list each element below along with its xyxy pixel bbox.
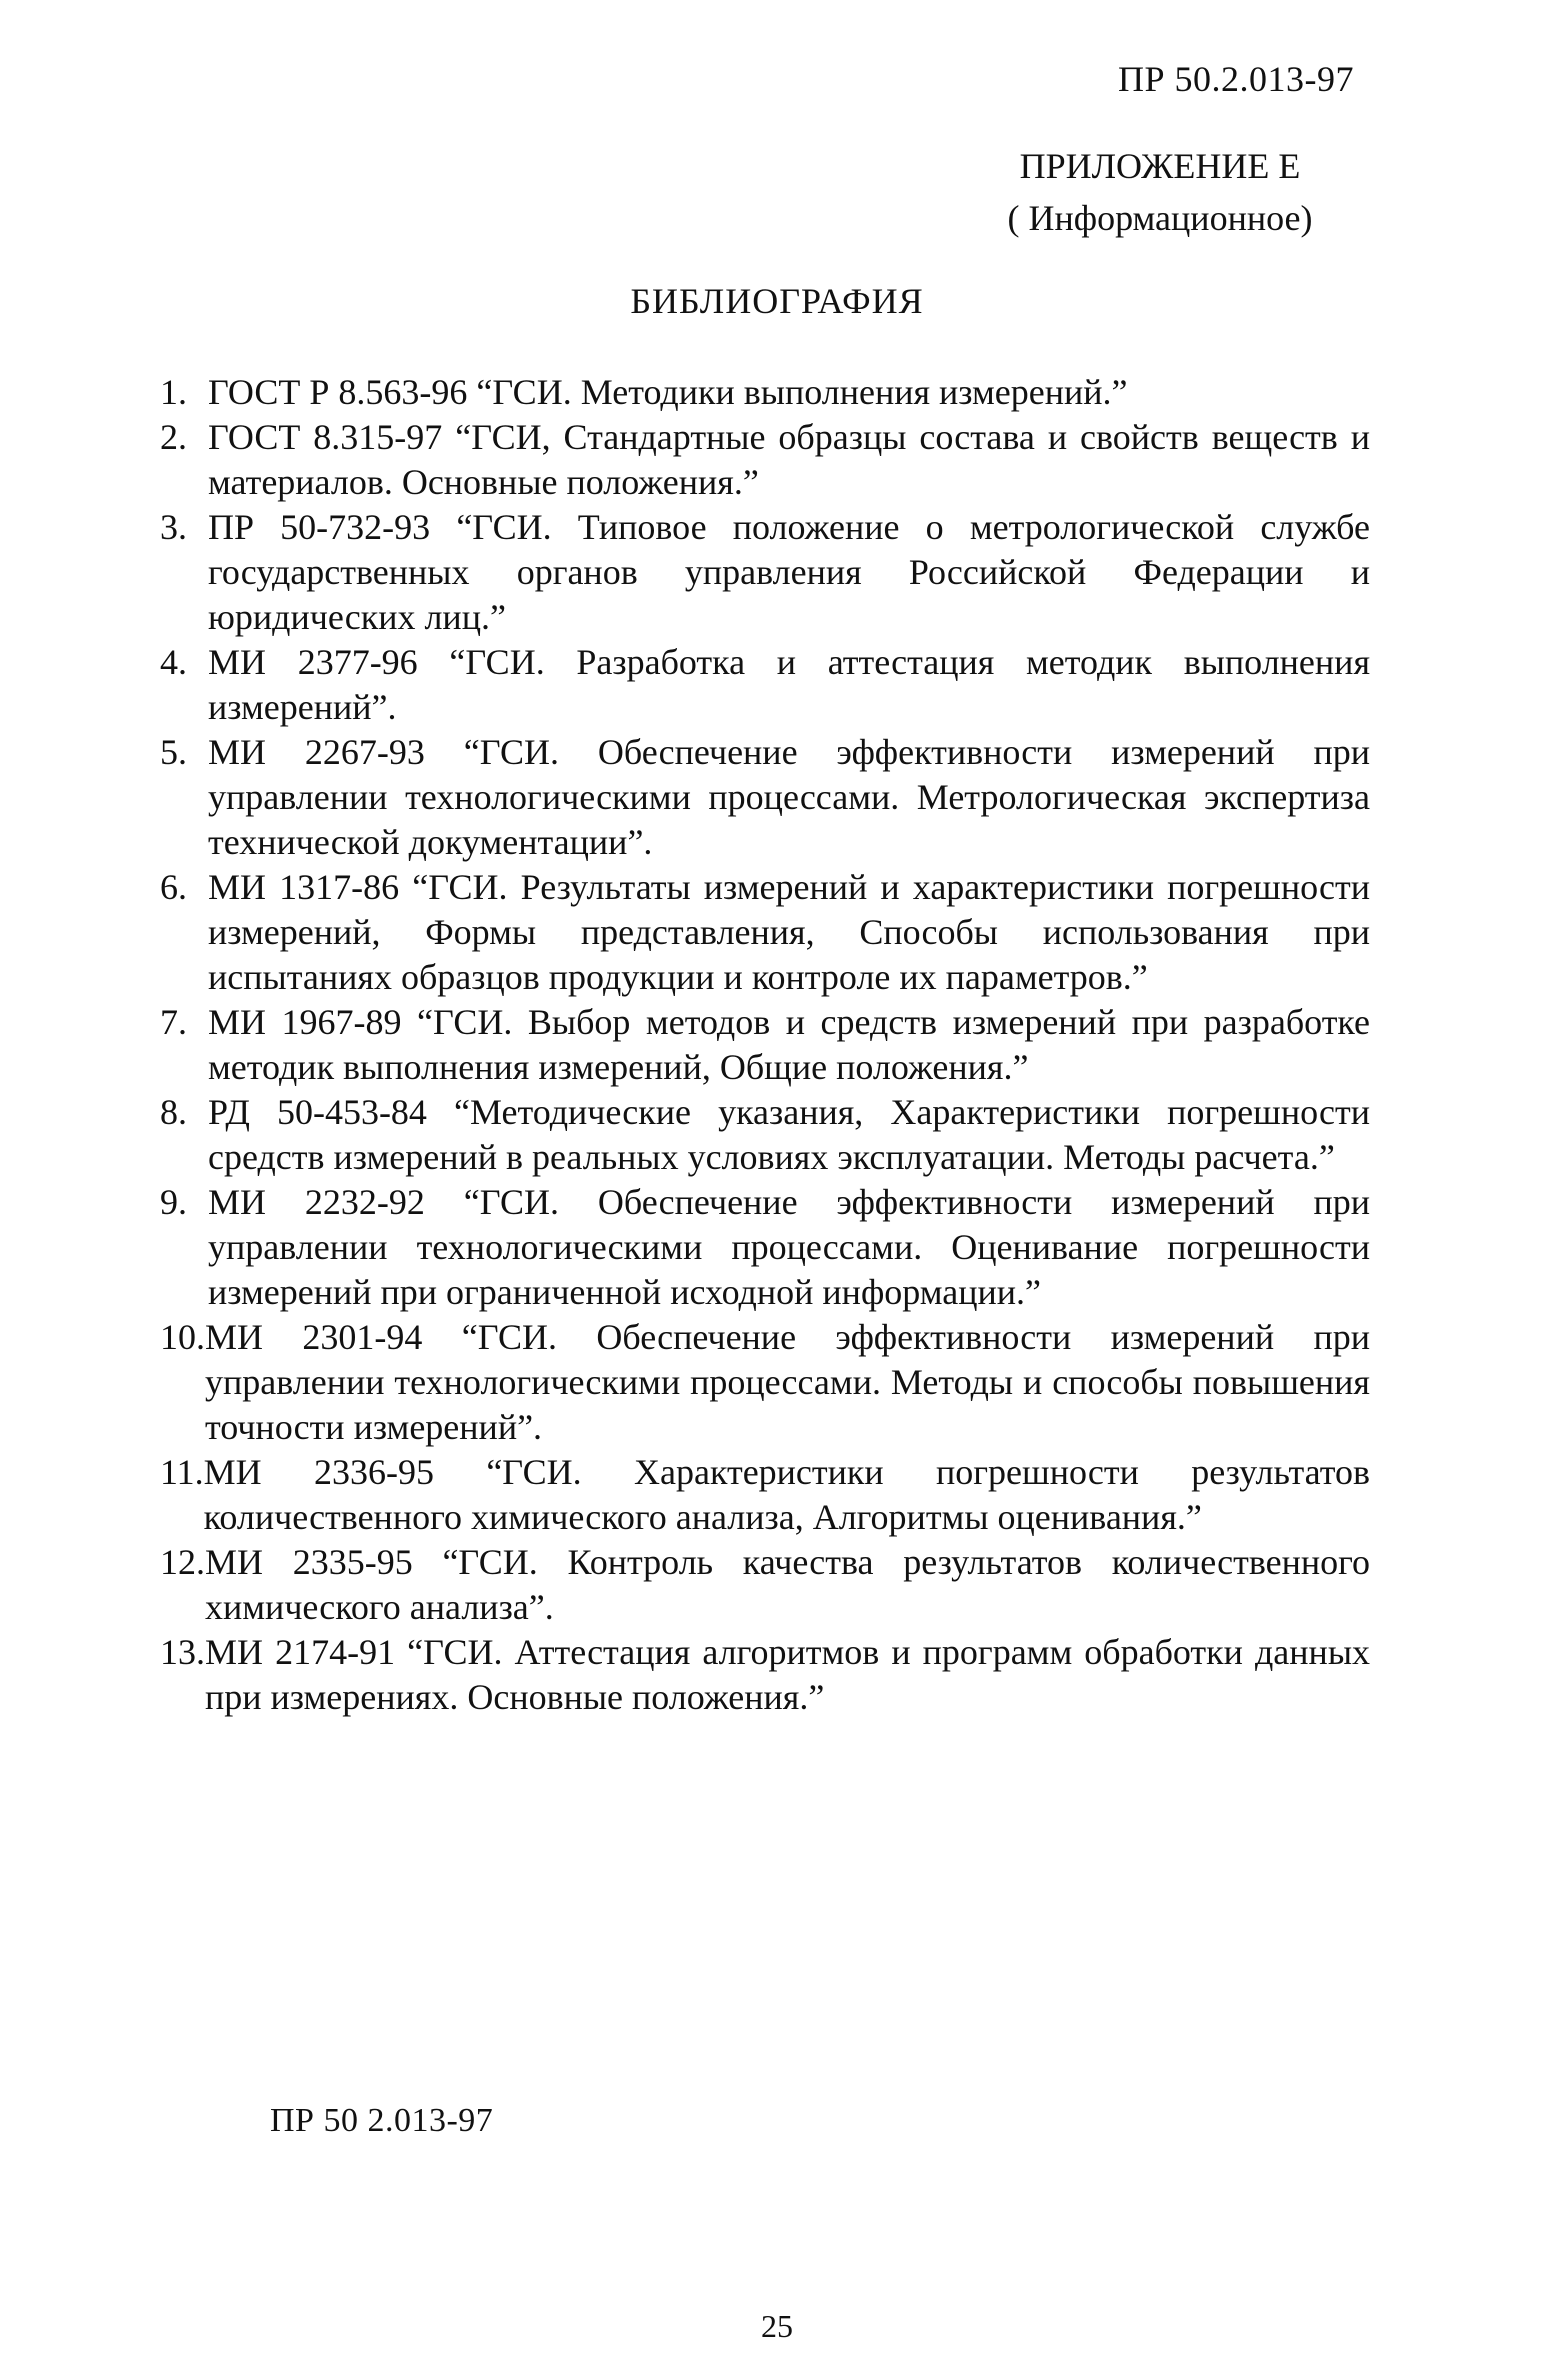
bibliography-item [160, 1000, 1370, 1090]
bibliography-item-text: ПР 50-732-93 “ГСИ. Типовое положение о метрологической службе государственных органов управления Российской Федерации и юридических лиц.” [208, 507, 1370, 637]
appendix-title: ПРИЛОЖЕНИЕ Е [1019, 146, 1301, 186]
bibliography-item [160, 1180, 1370, 1315]
bibliography-item [160, 865, 1370, 1000]
bibliography-item-number: 8. [160, 1092, 187, 1132]
bibliography-item-number: 3. [160, 507, 187, 547]
bibliography-item-text: МИ 2232-92 “ГСИ. Обеспечение эффективности измерений при управлении технологическими процессами. Оценивание погрешности измерений при ограниченной исходной информации.” [208, 1182, 1370, 1312]
bibliography-item-text: МИ 2377-96 “ГСИ. Разработка и аттестация методик выполнения измерений”. [208, 642, 1370, 727]
bibliography-item [160, 640, 1370, 730]
bibliography-item-text: МИ 2267-93 “ГСИ. Обеспечение эффективности измерений при управлении технологическими процессами. Метрологическая экспертиза технической документации”. [208, 732, 1370, 862]
bibliography-list [160, 370, 1370, 1720]
bibliography-item-text: МИ 2301-94 “ГСИ. Обеспечение эффективности измерений при управлении технологическими процессами. Методы и способы повышения точности измерений”. [205, 1317, 1370, 1447]
bibliography-item-number: 2. [160, 417, 187, 457]
bibliography-item-number: 7. [160, 1002, 187, 1042]
bibliography-item-number: 6. [160, 867, 187, 907]
appendix-subtitle: ( Информационное) [1007, 198, 1313, 238]
bibliography-item-number: 12. [160, 1542, 205, 1582]
bibliography-item-number: 10. [160, 1317, 205, 1357]
bibliography-item-text: МИ 1317-86 “ГСИ. Результаты измерений и характеристики погрешности измерений, Формы представления, Способы использования при испытаниях образцов продукции и контроле их параметров.” [208, 867, 1370, 997]
bibliography-item [160, 1450, 1370, 1540]
bibliography-item [160, 1540, 1370, 1630]
bibliography-item-text: МИ 2335-95 “ГСИ. Контроль качества результатов количественного химического анализа”. [205, 1542, 1370, 1627]
page-number: 25 [761, 2308, 793, 2344]
bibliography-item [160, 505, 1370, 640]
appendix-heading [990, 140, 1330, 244]
bibliography-title: БИБЛИОГРАФИЯ [630, 281, 924, 321]
footer-doc-code: ПР 50 2.013-97 [270, 2102, 494, 2139]
bibliography-item-text: ГОСТ Р 8.563-96 “ГСИ. Методики выполнения измерений.” [208, 372, 1128, 412]
bibliography-item-number: 11. [160, 1452, 204, 1492]
bibliography-item-number: 13. [160, 1632, 205, 1672]
bibliography-item-number: 9. [160, 1182, 187, 1222]
bibliography-item [160, 370, 1370, 415]
bibliography-item [160, 730, 1370, 865]
bibliography-item-text: МИ 2336-95 “ГСИ. Характеристики погрешности результатов количественного химического анализа, Алгоритмы оценивания.” [203, 1452, 1370, 1537]
bibliography-item [160, 1630, 1370, 1720]
bibliography-item [160, 415, 1370, 505]
bibliography-item-number: 5. [160, 732, 187, 772]
bibliography-item-text: ГОСТ 8.315-97 “ГСИ, Стандартные образцы состава и свойств веществ и материалов. Основные положения.” [208, 417, 1370, 502]
bibliography-item-number: 1. [160, 372, 187, 412]
header-doc-code: ПР 50.2.013-97 [1117, 59, 1354, 99]
bibliography-item [160, 1090, 1370, 1180]
bibliography-item-text: МИ 2174-91 “ГСИ. Аттестация алгоритмов и программ обработки данных при измерениях. Основные положения.” [205, 1632, 1370, 1717]
bibliography-item [160, 1315, 1370, 1450]
bibliography-item-number: 4. [160, 642, 187, 682]
bibliography-item-text: РД 50-453-84 “Методические указания, Характеристики погрешности средств измерений в реальных условиях эксплуатации. Методы расчета.” [208, 1092, 1370, 1177]
bibliography-item-text: МИ 1967-89 “ГСИ. Выбор методов и средств измерений при разработке методик выполнения измерений, Общие положения.” [208, 1002, 1370, 1087]
